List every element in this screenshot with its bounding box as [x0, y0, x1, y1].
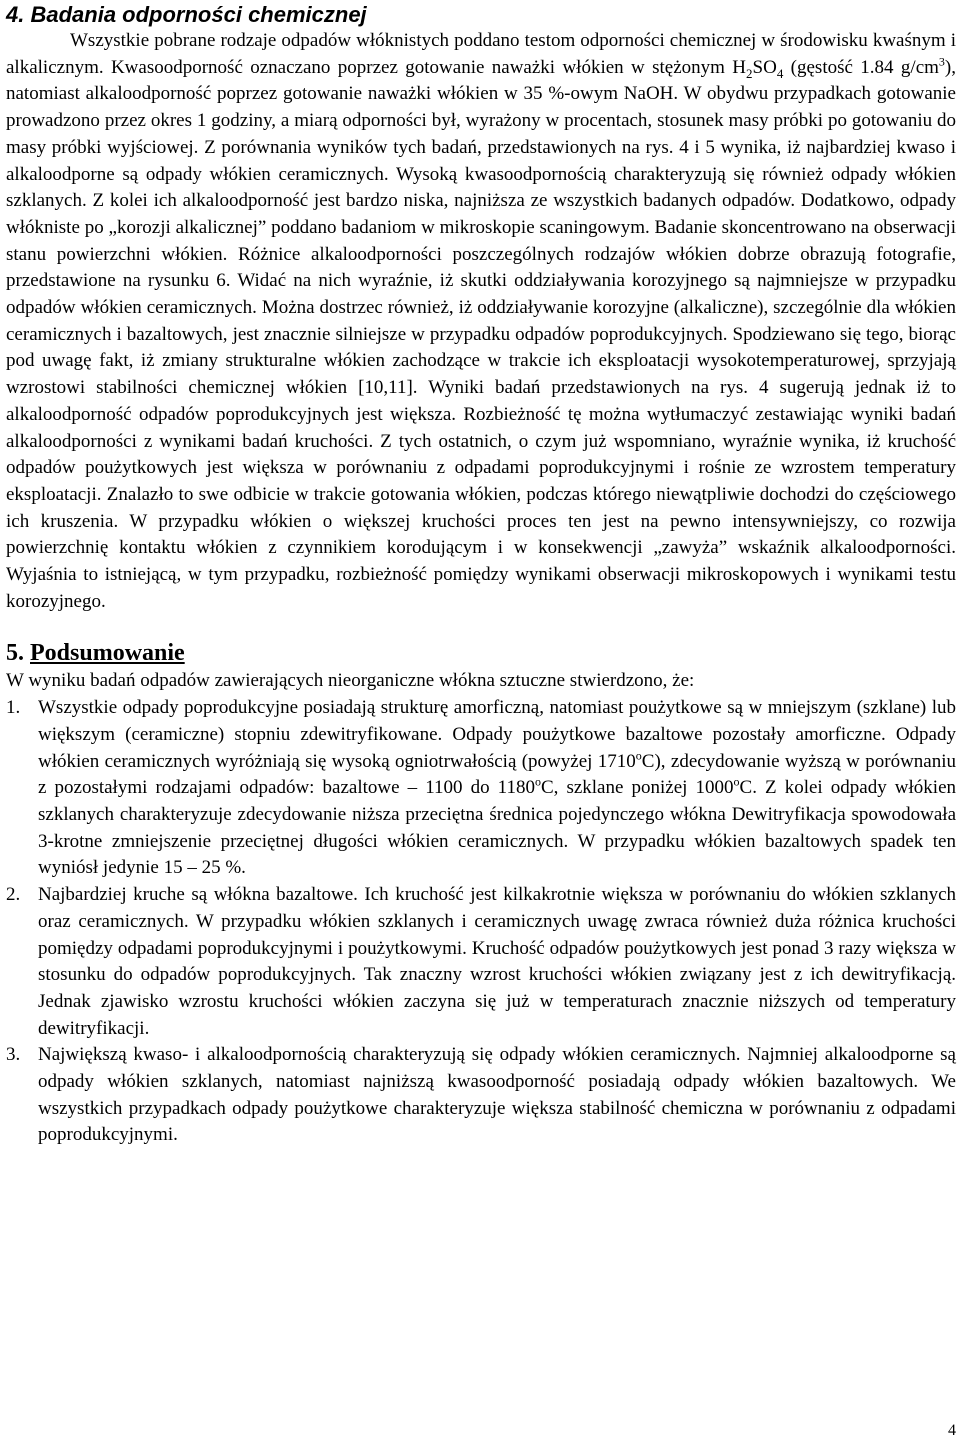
section-4-paragraph: [6, 28, 956, 615]
section-spacer: [6, 615, 956, 638]
page-number: 4: [948, 1422, 956, 1439]
list-item: [6, 1042, 956, 1149]
item-text: Wszystkie odpady poprodukcyjne posiadają strukturę amorficzną, natomiast poużytkowe są w mniejszym (szklane) lub większym (ceramiczne) stopniu zdewitryfikowane. Odpady poużytkowe bazaltowe pozostały amorficzne. Odpady włókien ceramicznych wyróżniają się wysoką ogniotrwałością (powyżej 1710: [38, 697, 956, 772]
section-4-number: 4.: [6, 2, 25, 27]
section-4-heading: [6, 2, 956, 28]
paragraph-text: (gęstość 1.84 g/cm: [783, 56, 939, 78]
subscript: 4: [776, 65, 784, 81]
item-text: C), zdecydowanie wyższą w porównaniu z pozostałymi rodzajami odpadów: bazaltowe – 1100 do 1180: [38, 750, 957, 799]
superscript: o: [733, 774, 740, 789]
list-item: [6, 882, 956, 1042]
list-item-number: 1.: [6, 697, 21, 719]
list-item-number: 2.: [6, 884, 21, 906]
superscript: o: [534, 774, 541, 789]
conclusions-list: [6, 695, 956, 1149]
section-5-heading: [6, 638, 956, 668]
paragraph-text: SO: [752, 56, 777, 78]
section-5-title: Podsumowanie: [30, 640, 185, 667]
paragraph-text: ), natomiast alkaloodporność poprzez gotowanie naważki włókien w 35 %-owym NaOH. W obydwu przypadkach gotowanie prowadzono przez okres 1 godziny, a miarą odporności był, wyrażony w procentach, stosunek masy próbki po gotowaniu do masy próbki wyjściowej. Z porównania wyników tych badań, przedstawionych na rys. 4 i 5 wynika, iż najbardziej kwaso i alkaloodporne są odpady włókien ceramicznych. Wysoką kwasoodpornością charakteryzują się również odpady włókien szklanych. Z kolei ich alkaloodporność jest bardzo niska, najniższa ze wszystkich badanych odpadów. Dodatkowo, odpady włókniste po „korozji alkalicznej” poddano badaniom w mikroskopie scaningowym. Badanie skoncentrowano na obserwacji stanu powierzchni włókien. Różnice alkaloodporności poszczególnych rodzajów włókien dobrze obrazują fotografie, przedstawione na rysunku 6. Widać na nich wyraźnie, iż skutki oddziaływania korozyjnego są najmniejsze w przypadku odpadów włókien ceramicznych. Można dostrzec również, iż oddziaływanie korozyjne (alkaliczne), szczególnie dla włókien ceramicznych i bazaltowych, jest znacznie silniejsze w przypadku odpadów poprodukcyjnych. Spodziewano się tego, biorąc pod uwagę fakt, iż zmiany strukturalne włókien zachodzące w trakcie ich eksploatacji wysokotemperaturowej, sprzyjają wzrostowi stabilności chemicznej włókien [10,11]. Wyniki badań przedstawionych na rys. 4 sugerują jednak iż to alkaloodporność odpadów poprodukcyjnych jest większa. Rozbieżność tę można wytłumaczyć zestawiając wyniki badań alkaloodporności z wynikami badań kruchości. Z tych ostatnich, o czym już wspomniano, wyraźnie wynika, iż kruchość odpadów poużytkowych jest większa w porównaniu z odpadami poprodukcyjnymi i rośnie ze wzrostem temperatury eksploatacji. Znalazło to swe odbicie w trakcie gotowania włókien, podczas którego niewątpliwie dochodzi do częściowego ich kruszenia. W przypadku włókien o większej kruchości proces ten jest na pewno intensywniejszy, co rozwija powierzchnię kontaktu włókien z czynnikiem korodującym i w konsekwencji „zawyża” wskaźnik alkaloodporności. Wyjaśnia to istniejącą, w tym przypadku, rozbieżność pomiędzy wynikami obserwacji mikroskopowych i wynikami testu korozyjnego.: [6, 56, 956, 612]
subscript: 2: [746, 65, 753, 81]
list-item-text: Najbardziej kruche są włókna bazaltowe. Ich kruchość jest kilkakrotnie większa w porównaniu do włókien szklanych oraz ceramicznych. W przypadku włókien szklanych i ceramicznych uwagę zwraca również duża różnica kruchości pomiędzy odpadami poprodukcyjnymi i poużytkowymi. Kruchość odpadów poużytkowych jest ponad 3 razy większa w stosunku do odpadów poprodukcyjnych. Tak znaczny wzrost kruchości włókien związany jest z ich dewitryfikacją. Jednak zjawisko wzrostu kruchości włókien zaczyna się już w temperaturach znacznie niższych od temperatury dewitryfikacji.: [38, 884, 956, 1039]
section-4-title: Badania odporności chemicznej: [30, 2, 367, 27]
paragraph-text: Wszystkie pobrane rodzaje odpadów włóknistych poddano testom odporności chemicznej w środowisku kwaśnym i alkalicznym. Kwasoodporność oznaczano poprzez gotowanie naważki włókien w stężonym H: [6, 30, 956, 78]
superscript: o: [635, 748, 642, 763]
item-text: C. Z kolei odpady włókien szklanych charakteryzuje zdecydowanie niższa przeciętna średnica pojedynczego włókna Dewitryfikacja spowodowała 3-krotne zmniejszenie przeciętnej długości włókien ceramicznych. W przypadku włókien bazaltowych spadek ten wyniósł jedynie 15 – 25 %.: [38, 777, 956, 879]
list-item: [6, 695, 956, 882]
item-text: C, szklane poniżej 1000: [540, 777, 734, 799]
section-5-number: 5.: [6, 640, 24, 667]
superscript: 3: [938, 54, 945, 69]
document-page: [6, 0, 956, 1149]
list-item-text: Największą kwaso- i alkaloodpornością charakteryzują się odpady włókien ceramicznych. Najmniej alkaloodporne są odpady włókien szklanych, natomiast najniższą kwasoodporność posiadają odpady włókien bazaltowych. We wszystkich przypadkach odpady poużytkowe charakteryzuje większa stabilność chemiczna w porównaniu z odpadami poprodukcyjnymi.: [38, 1044, 956, 1146]
list-item-number: 3.: [6, 1044, 21, 1066]
list-item-text: [38, 695, 956, 882]
section-5-intro: W wyniku badań odpadów zawierających nieorganiczne włókna sztuczne stwierdzono, że:: [6, 670, 695, 692]
